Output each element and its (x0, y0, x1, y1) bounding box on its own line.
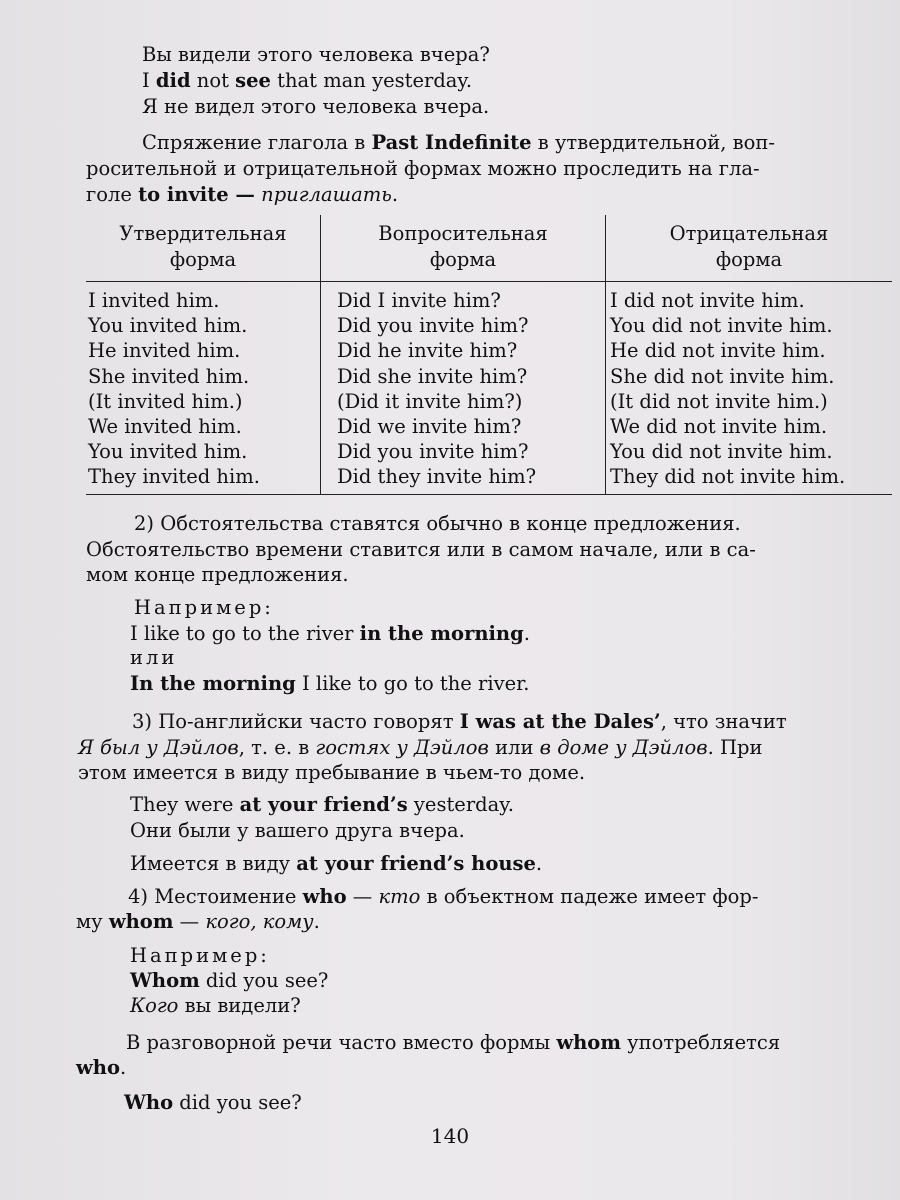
section4-line-1: 4) Местоимение who — кто в объектном падеже имеет фор- (128, 885, 759, 908)
section3-line-3: этом имеется в виду пребывание в чьем-то доме. (78, 761, 586, 784)
intro-line-2: росительной и отрицательной формах можно проследить на гла- (86, 157, 760, 180)
section4-line-2: му whom — кого, кому. (76, 910, 320, 933)
negative-row: I did not invite him. (610, 289, 805, 312)
section3-example-1: They were at your friend’s yesterday. (130, 793, 514, 816)
example-label: Например: (134, 596, 274, 619)
section2-line-1: 2) Обстоятельства ставятся обычно в конце предложения. (134, 512, 741, 535)
section2-example-2: In the morning I like to go to the river. (130, 672, 530, 695)
interrogative-column (321, 282, 606, 495)
negative-row: You did not invite him. (610, 440, 833, 464)
affirmative-row: You invited him. (88, 314, 248, 338)
interrogative-row: Did I invite him? (337, 289, 501, 312)
section3-line-2: Я был у Дэйлов, т. е. в гостях у Дэйлов или в доме у Дэйлов. При (78, 736, 763, 759)
intro-line-3: голе to invite — приглашать. (86, 183, 399, 206)
affirmative-row: We invited him. (88, 415, 242, 439)
example-ru-negative: Я не видел этого человека вчера. (142, 95, 490, 118)
section3-example-2: Они были у вашего друга вчера. (130, 819, 465, 842)
affirmative-row: She invited him. (88, 364, 250, 388)
intro-line-1: Спряжение глагола в Past Indefinite в утвердительной, воп- (142, 131, 775, 154)
section2-line-3: мом конце предложения. (86, 563, 349, 586)
header-negative: Отрицательная форма (606, 215, 893, 282)
section2-example-1: I like to go to the river in the morning. (130, 622, 530, 645)
section3-note: Имеется в виду at your friend’s house. (130, 852, 543, 875)
affirmative-row: (It invited him.) (88, 389, 243, 413)
affirmative-row: He invited him. (88, 339, 241, 363)
section3-line-1: 3) По-английски часто говорят I was at the Dales’, что значит (132, 710, 787, 733)
interrogative-row: Did they invite him? (337, 465, 537, 489)
example-en-negative: I did not see that man yesterday. (142, 69, 473, 92)
section4-example-1: Whom did you see? (130, 969, 329, 992)
interrogative-row: Did you invite him? (337, 440, 529, 464)
section4-example-2: Кого вы видели? (130, 994, 301, 1017)
negative-row: She did not invite him. (610, 364, 835, 388)
interrogative-row: (Did it invite him?) (337, 389, 523, 413)
section4-note-1: В разговорной речи часто вместо формы whom употребляется (126, 1031, 781, 1054)
affirmative-row: They invited him. (88, 465, 260, 489)
interrogative-row: Did we invite him? (337, 415, 522, 439)
interrogative-row: Did she invite him? (337, 364, 528, 388)
section4-example-label: Например: (130, 944, 270, 967)
negative-row: We did not invite him. (610, 415, 828, 439)
section4-note-2: who. (76, 1056, 127, 1079)
affirmative-column (86, 282, 321, 495)
interrogative-row: Did you invite him? (337, 314, 529, 338)
header-interrogative: Вопросительная форма (321, 215, 606, 282)
negative-column (606, 282, 893, 495)
section2-or: или (130, 646, 178, 669)
negative-row: (It did not invite him.) (610, 389, 828, 413)
conjugation-table (86, 215, 892, 495)
section4-example-3: Who did you see? (124, 1091, 302, 1114)
header-affirmative: Утвердительная форма (86, 215, 321, 282)
affirmative-row: I invited him. (88, 289, 220, 312)
negative-row: They did not invite him. (610, 465, 846, 489)
page-number: 140 (430, 1124, 470, 1148)
section2-line-2: Обстоятельство времени ставится или в самом начале, или в са- (86, 538, 756, 561)
example-ru-question: Вы видели этого человека вчера? (142, 43, 490, 66)
negative-row: He did not invite him. (610, 339, 826, 363)
affirmative-row: You invited him. (88, 440, 248, 464)
negative-row: You did not invite him. (610, 314, 833, 338)
interrogative-row: Did he invite him? (337, 339, 518, 363)
